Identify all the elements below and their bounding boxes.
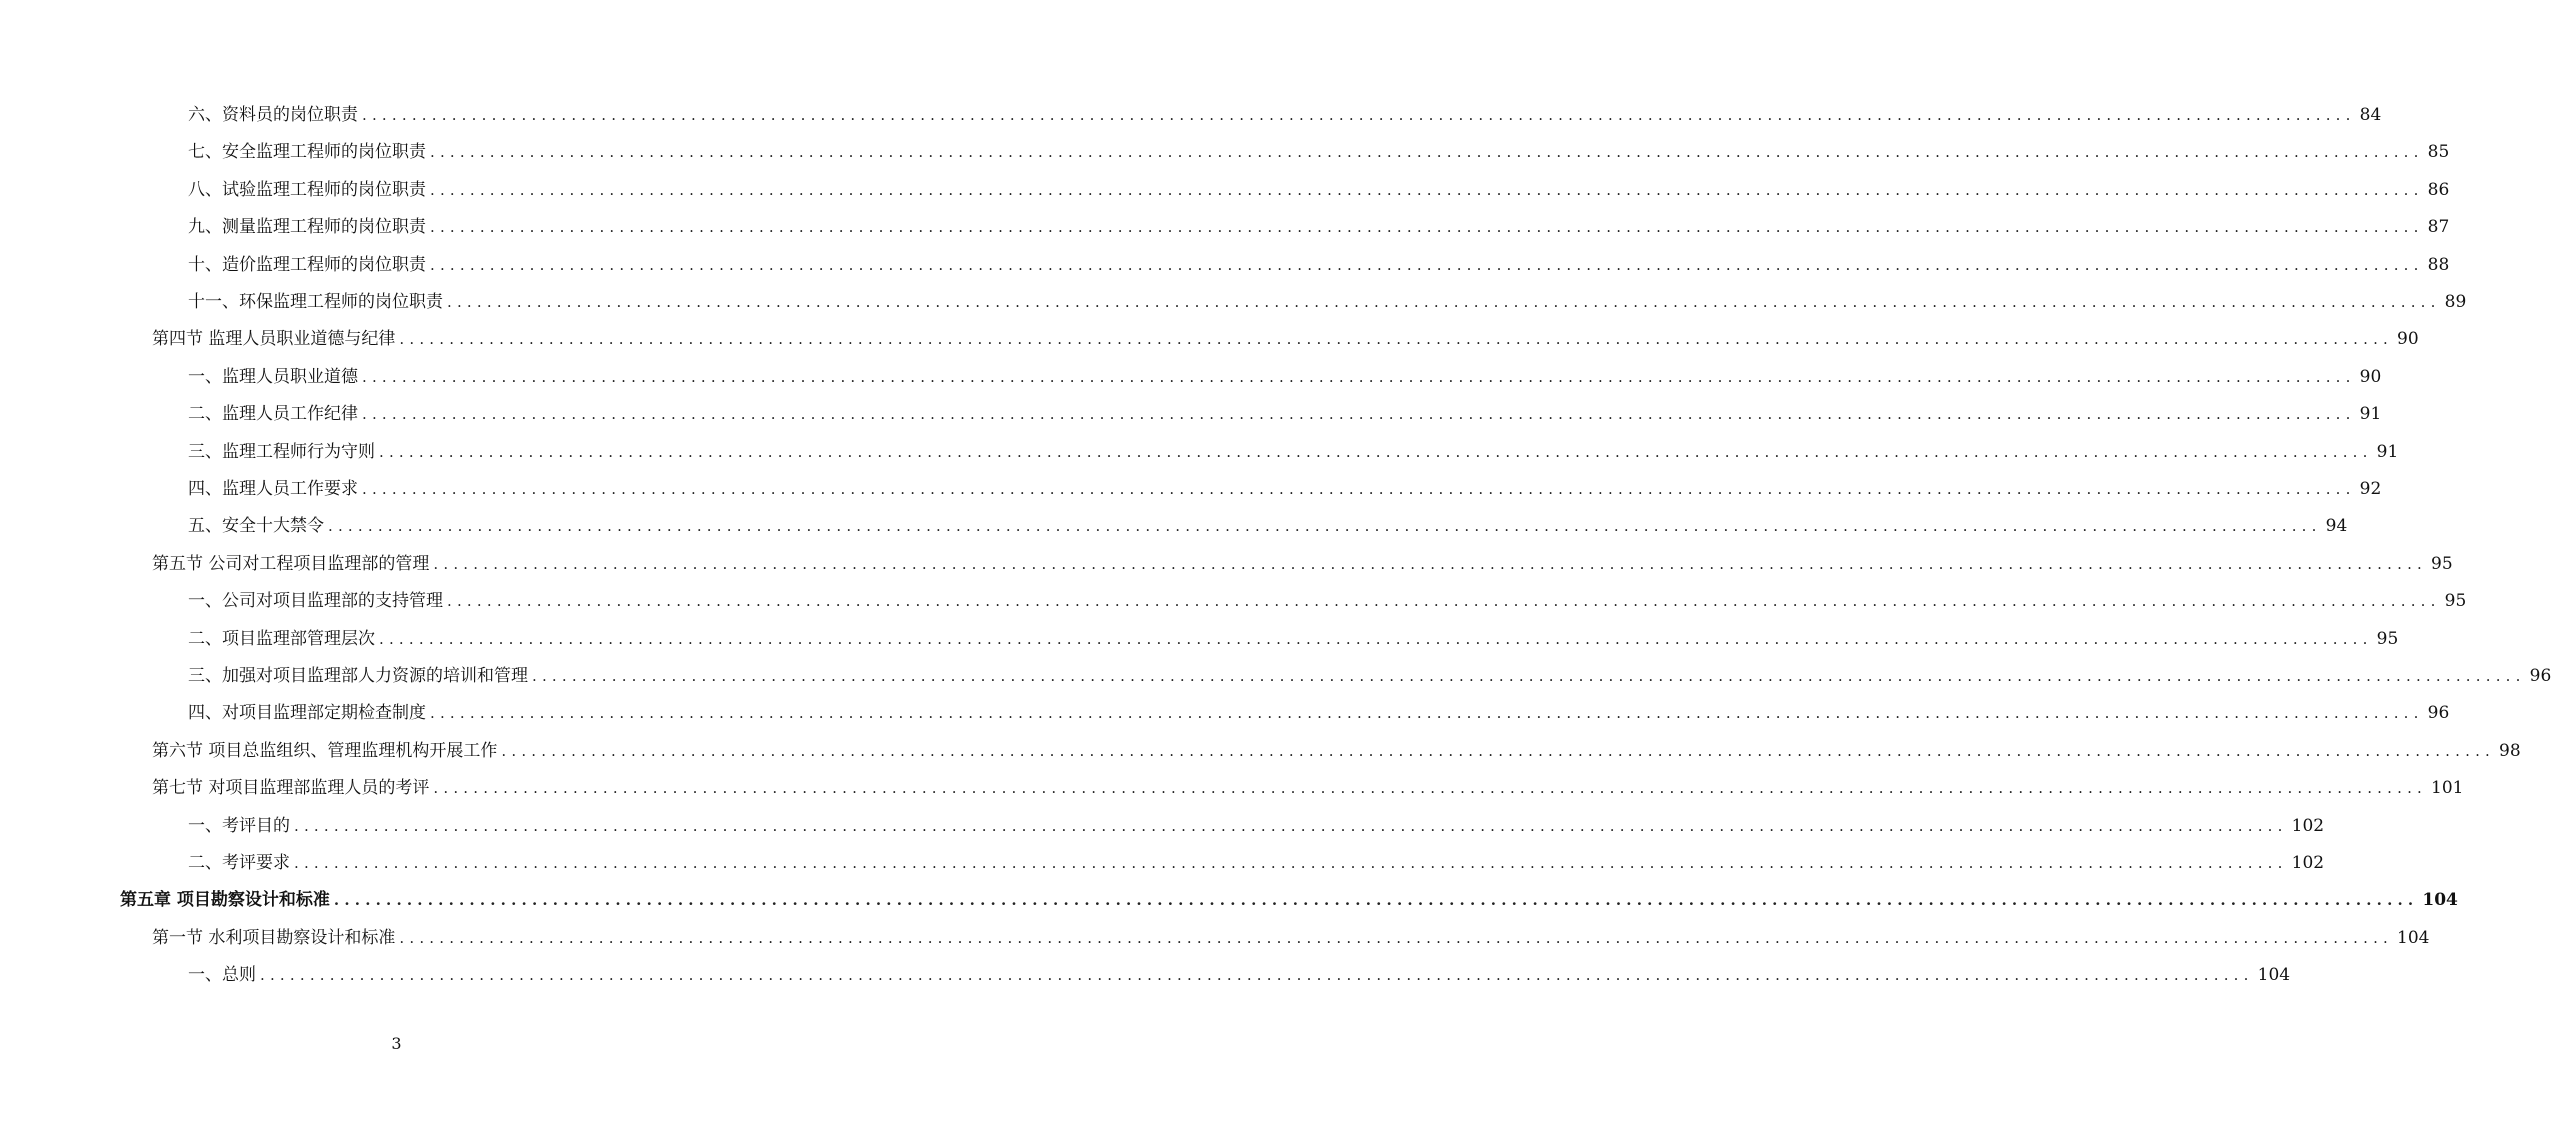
toc-entry[interactable] xyxy=(188,175,2450,205)
toc-leader-dots: ........................................................................................................................................................................................................ xyxy=(379,629,2373,648)
toc-entry-page: 90 xyxy=(2359,366,2382,387)
toc-entry-label: 六、资料员的岗位职责 xyxy=(188,105,358,125)
toc-entry-label: 一、考评目的 xyxy=(188,815,290,836)
toc-entry-page: 95 xyxy=(2444,591,2467,612)
toc-entry[interactable] xyxy=(152,773,2464,803)
toc-entry[interactable] xyxy=(188,212,2450,242)
toc-leader-dots: ........................................................................................................................................................................................................ xyxy=(433,554,2428,573)
toc-leader-dots: ........................................................................................................................................................................................................ xyxy=(399,928,2394,947)
toc-entry-label: 一、公司对项目监理部的支持管理 xyxy=(188,591,443,612)
toc-leader-dots: ........................................................................................................................................................................................................ xyxy=(430,704,2424,723)
toc-entry[interactable] xyxy=(188,437,2399,467)
toc-entry[interactable] xyxy=(188,137,2450,167)
toc-entry-page: 95 xyxy=(2431,553,2453,574)
toc-entry-label: 九、测量监理工程师的岗位职责 xyxy=(188,217,426,238)
toc-entry[interactable] xyxy=(188,811,2325,841)
toc-entry-label: 二、考评要求 xyxy=(188,853,290,873)
toc-leader-dots: ........................................................................................................................................................................................................ xyxy=(260,966,2254,985)
toc-leader-dots: ........................................................................................................................................................................................................ xyxy=(333,891,2419,910)
toc-entry-page: 101 xyxy=(2431,778,2464,799)
toc-entry[interactable] xyxy=(152,736,2521,766)
toc-entry-label: 一、监理人员职业道德 xyxy=(188,366,358,387)
toc-entry-page: 86 xyxy=(2427,179,2450,200)
toc-leader-dots: ........................................................................................................................................................................................................ xyxy=(294,854,2288,872)
toc-entry[interactable] xyxy=(188,586,2467,616)
toc-entry-page: 85 xyxy=(2427,142,2450,163)
toc-leader-dots: ........................................................................................................................................................................................................ xyxy=(433,779,2428,798)
toc-entry-page: 89 xyxy=(2444,292,2467,312)
toc-leader-dots: ........................................................................................................................................................................................................ xyxy=(430,255,2424,274)
toc-entry-label: 四、监理人员工作要求 xyxy=(188,479,358,499)
toc-entry[interactable] xyxy=(188,511,2348,541)
toc-entry[interactable] xyxy=(188,399,2382,429)
toc-leader-dots: ........................................................................................................................................................................................................ xyxy=(430,143,2424,162)
toc-entry[interactable] xyxy=(188,698,2450,728)
toc-entry[interactable] xyxy=(188,848,2325,878)
toc-leader-dots: ........................................................................................................................................................................................................ xyxy=(362,480,2356,498)
toc-entry[interactable] xyxy=(188,960,2291,990)
toc-entry-page: 102 xyxy=(2291,853,2325,873)
toc-entry[interactable] xyxy=(188,287,2467,317)
toc-entry-label: 第五节 公司对工程项目监理部的管理 xyxy=(152,553,430,574)
toc-entry-page: 95 xyxy=(2376,628,2399,649)
toc-entry[interactable] xyxy=(188,362,2382,392)
toc-entry-label: 一、总则 xyxy=(188,965,256,986)
page-number: 3 xyxy=(391,1034,402,1053)
toc-entry-page: 96 xyxy=(2529,666,2551,686)
toc-entry-label: 十、造价监理工程师的岗位职责 xyxy=(188,254,426,275)
toc-entry-label: 第六节 项目总监组织、管理监理机构开展工作 xyxy=(152,740,498,761)
toc-entry-page: 96 xyxy=(2427,703,2450,724)
toc-entry[interactable] xyxy=(188,661,2551,691)
toc-leader-dots: ........................................................................................................................................................................................................ xyxy=(328,517,2322,536)
toc-entry-label: 二、监理人员工作纪律 xyxy=(188,404,358,425)
toc-entry-label: 八、试验监理工程师的岗位职责 xyxy=(188,179,426,200)
toc-leader-dots: ........................................................................................................................................................................................................ xyxy=(447,592,2441,611)
toc-leader-dots: ........................................................................................................................................................................................................ xyxy=(294,816,2288,835)
toc-entry[interactable] xyxy=(152,324,2419,354)
toc-entry-label: 四、对项目监理部定期检查制度 xyxy=(188,703,426,724)
toc-leader-dots: ........................................................................................................................................................................................................ xyxy=(399,330,2394,349)
toc-entry-label: 第五章 项目勘察设计和标准 xyxy=(120,890,330,911)
toc-entry-label: 二、项目监理部管理层次 xyxy=(188,628,375,649)
toc-entry-page: 90 xyxy=(2397,329,2419,350)
toc-entry-label: 第四节 监理人员职业道德与纪律 xyxy=(152,329,396,350)
toc-leader-dots: ........................................................................................................................................................................................................ xyxy=(501,741,2496,760)
toc-entry-page: 104 xyxy=(2257,965,2291,986)
toc-entry[interactable] xyxy=(188,474,2382,504)
toc-entry-label: 五、安全十大禁令 xyxy=(188,516,324,537)
toc-leader-dots: ........................................................................................................................................................................................................ xyxy=(362,106,2356,124)
toc-entry-label: 第七节 对项目监理部监理人员的考评 xyxy=(152,778,430,799)
toc-entry-label: 七、安全监理工程师的岗位职责 xyxy=(188,142,426,163)
toc-entry-page: 102 xyxy=(2291,815,2325,836)
toc-entry[interactable] xyxy=(152,549,2453,579)
toc-entry-page: 91 xyxy=(2376,441,2399,462)
toc-entry[interactable] xyxy=(152,923,2430,953)
toc-entry-page: 98 xyxy=(2499,740,2521,761)
toc-entry-page: 88 xyxy=(2427,254,2450,275)
toc-entry-page: 104 xyxy=(2422,890,2458,911)
toc-entry-page: 92 xyxy=(2359,479,2382,499)
toc-leader-dots: ........................................................................................................................................................................................................ xyxy=(430,218,2424,237)
toc-entry[interactable] xyxy=(188,624,2399,654)
toc-leader-dots: ........................................................................................................................................................................................................ xyxy=(430,180,2424,199)
toc-entry-page: 91 xyxy=(2359,404,2382,425)
toc-entry[interactable] xyxy=(120,885,2458,915)
toc-entry-label: 三、加强对项目监理部人力资源的培训和管理 xyxy=(188,666,528,686)
toc-entry-label: 十一、环保监理工程师的岗位职责 xyxy=(188,292,443,312)
toc-entry[interactable] xyxy=(188,100,2382,130)
toc-leader-dots: ........................................................................................................................................................................................................ xyxy=(447,293,2441,311)
toc-leader-dots: ........................................................................................................................................................................................................ xyxy=(362,405,2356,424)
toc-entry-label: 第一节 水利项目勘察设计和标准 xyxy=(152,927,396,948)
toc-entry-page: 87 xyxy=(2427,217,2450,238)
toc-leader-dots: ........................................................................................................................................................................................................ xyxy=(532,667,2526,685)
toc-entry-page: 94 xyxy=(2325,516,2348,537)
toc-entry[interactable] xyxy=(188,250,2450,280)
toc-entry-page: 84 xyxy=(2359,105,2382,125)
toc-leader-dots: ........................................................................................................................................................................................................ xyxy=(362,367,2356,386)
toc-entry-page: 104 xyxy=(2397,927,2430,948)
toc-entry-label: 三、监理工程师行为守则 xyxy=(188,441,375,462)
toc-leader-dots: ........................................................................................................................................................................................................ xyxy=(379,442,2373,461)
